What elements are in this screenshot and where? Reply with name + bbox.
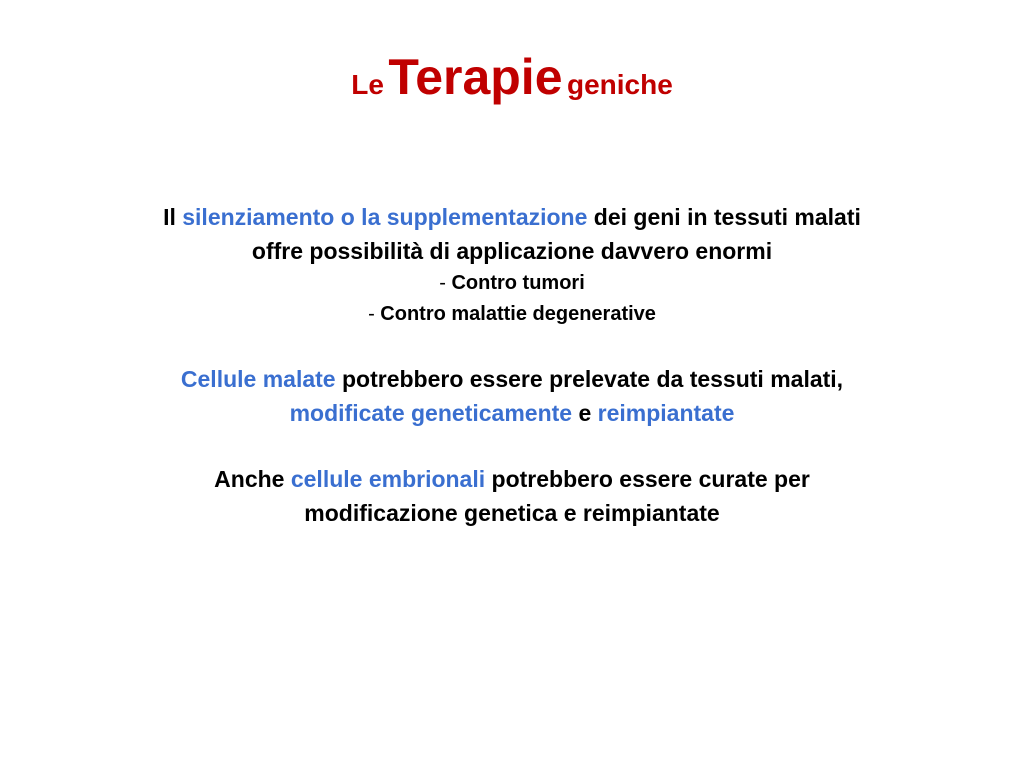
title-word-geniche: geniche	[566, 69, 673, 100]
p2-text-1: potrebbero essere prelevate da tessuti malati,	[341, 366, 844, 392]
bullet-dash: -	[368, 303, 375, 325]
p2-text-2: e	[578, 400, 592, 426]
title-word-le: Le	[351, 69, 384, 100]
slide-title	[0, 48, 1024, 106]
p3-highlight: cellule embrionali	[290, 466, 486, 492]
p3-line2: modificazione genetica e reimpiantate	[304, 500, 720, 526]
p1-highlight: silenziamento o la supplementazione	[182, 204, 588, 230]
p3-text-2: potrebbero essere curate per	[491, 466, 810, 492]
p1-rest: dei geni in tessuti malati	[593, 204, 861, 230]
p3-text-1: Anche	[214, 466, 285, 492]
p2-highlight-3: reimpiantate	[597, 400, 735, 426]
bullet-text: Contro tumori	[451, 272, 585, 294]
paragraph-embryonic-cells	[40, 462, 984, 530]
bullet-text: Contro malattie degenerative	[380, 303, 656, 325]
bullet-item	[40, 299, 984, 330]
slide-body	[40, 200, 984, 530]
p2-highlight-1: Cellule malate	[180, 366, 336, 392]
title-word-terapie: Terapie	[388, 49, 563, 105]
paragraph-gene-silencing	[40, 200, 984, 268]
bullet-dash: -	[439, 272, 446, 294]
spacer	[40, 330, 984, 362]
p1-line2: offre possibilità di applicazione davvero enormi	[251, 238, 773, 264]
p2-highlight-2: modificate geneticamente	[289, 400, 573, 426]
p1-intro: Il	[163, 204, 176, 230]
spacer	[40, 430, 984, 462]
bullet-item	[40, 268, 984, 299]
paragraph-diseased-cells	[40, 362, 984, 430]
